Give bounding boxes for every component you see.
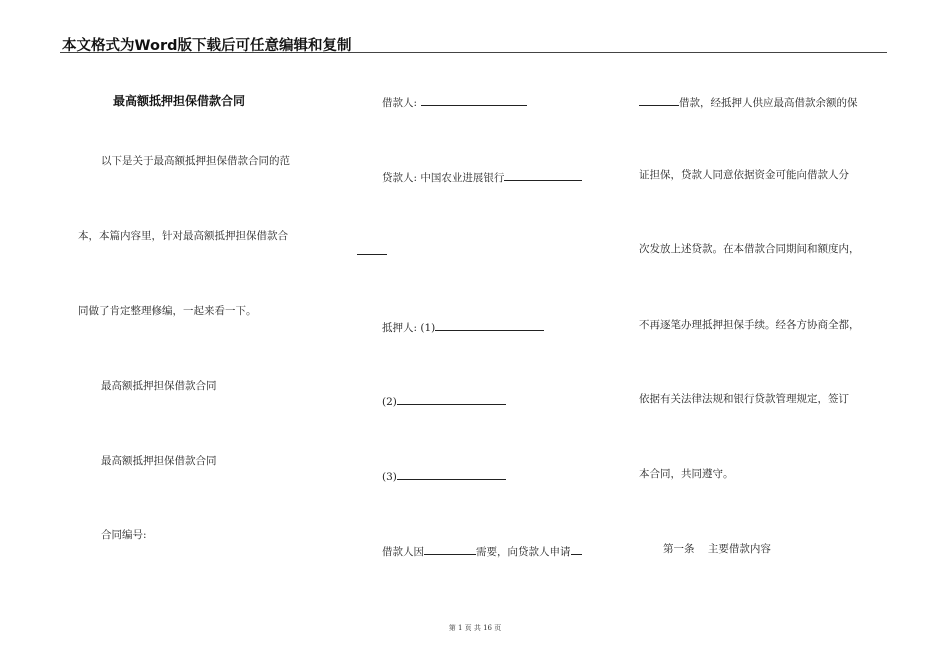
header-title: 本文格式为Word版下载后可任意编辑和复制 [62,38,352,54]
borrower-blank [421,93,527,106]
continuation-blank [357,242,387,255]
body-line-4: 不再逐笔办理抵押担保手续。经各方协商全都， [639,319,860,331]
page-footer: 第 1 页 共 16 页 [448,624,502,632]
body-line-5: 依据有关法律法规和银行贷款管理规定，签订 [639,393,849,405]
loan-need-line [382,542,582,559]
contract-number-label: 合同编号: [101,529,147,541]
body-line-3: 次发放上述贷款。在本借款合同期间和额度内， [639,243,860,255]
mortgagor-line-3 [382,467,506,484]
header-rule [60,52,887,53]
mortgagor-blank-3 [397,467,506,480]
loan-need-prefix: 借款人因 [382,546,424,558]
body-line-2: 证担保，贷款人同意依据资金可能向借款人分 [639,169,849,181]
mortgagor-blank-1 [435,318,544,331]
loan-purpose-blank [424,542,476,555]
mortgagor-line-1 [382,318,544,335]
body-line-1-text: 借款，经抵押人供应最高借款余额的保 [679,97,858,109]
mortgagor-label-1: 抵押人: (1) [382,322,436,334]
loan-need-mid: 需要，向贷款人申请 [476,546,571,558]
subtitle-1: 最高额抵押担保借款合同 [101,380,217,392]
mortgagor-line-2 [382,392,506,409]
lender-blank [504,168,582,181]
subtitle-2: 最高额抵押担保借款合同 [101,455,217,467]
borrower-line [382,93,527,110]
mortgagor-blank-2 [397,392,506,405]
loan-amount-blank [571,542,582,555]
loan-amount-continuation-blank [639,93,679,106]
lender-line [382,168,582,185]
body-line-6: 本合同，共同遵守。 [639,468,734,480]
intro-line-3: 同做了肯定整理修编，一起来看一下。 [78,305,257,317]
continuation-blank-line [357,242,387,259]
body-line-1 [639,93,858,110]
mortgagor-label-2: (2) [382,396,397,408]
document-title: 最高额抵押担保借款合同 [113,94,246,108]
mortgagor-label-3: (3) [382,471,397,483]
lender-label: 贷款人: 中国农业进展银行 [382,172,505,184]
intro-line-2: 本，本篇内容里，针对最高额抵押担保借款合 [78,230,288,242]
intro-line-1: 以下是关于最高额抵押担保借款合同的范 [101,155,290,167]
borrower-label: 借款人: [382,97,418,109]
article-1-heading: 第一条 主要借款内容 [663,543,771,555]
